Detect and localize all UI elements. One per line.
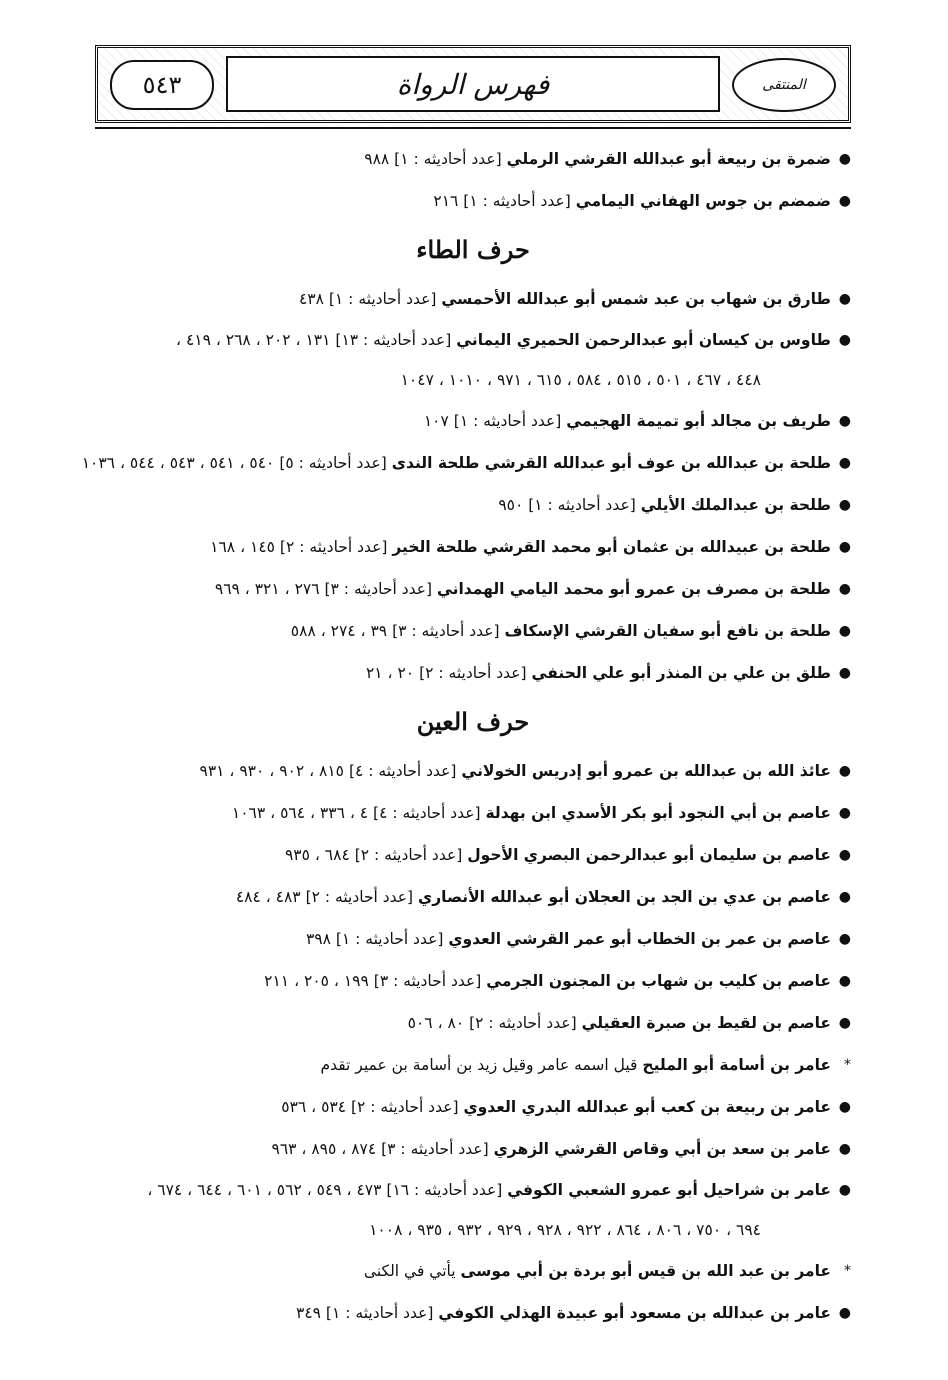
bullet-icon: ● bbox=[838, 1141, 851, 1157]
header-title-frame bbox=[226, 56, 720, 112]
bullet-icon: ● bbox=[838, 151, 851, 167]
bullet-icon: ● bbox=[838, 805, 851, 821]
narrator-name: طريف بن مجالد أبو تميمة الهجيمي bbox=[566, 412, 831, 430]
narrator-entry bbox=[95, 750, 851, 792]
bullet-icon: ● bbox=[838, 1305, 851, 1321]
narrator-name: طارق بن شهاب بن عبد شمس أبو عبدالله الأحمسي bbox=[441, 290, 831, 308]
page-header bbox=[95, 45, 851, 123]
narrator-name: عامر بن أسامة أبو المليح bbox=[642, 1056, 831, 1074]
narrator-name: عاصم بن أبي النجود أبو بكر الأسدي ابن بهدلة bbox=[485, 804, 831, 822]
bullet-icon: ● bbox=[838, 623, 851, 639]
narrator-entry bbox=[95, 960, 851, 1002]
hadith-info: [عدد أحاديثه : ٢] ٥٣٤ ، ٥٣٦ bbox=[281, 1098, 459, 1116]
narrator-name: عامر بن عبدالله بن مسعود أبو عبيدة الهذلي الكوفي bbox=[438, 1304, 831, 1322]
hadith-info: [عدد أحاديثه : ٢] ٢٠ ، ٢١ bbox=[365, 664, 527, 682]
hadith-info: [عدد أحاديثه : ١] ٩٥٠ bbox=[498, 496, 636, 514]
narrator-entry bbox=[95, 1128, 851, 1170]
page-title: فهرس الرواة bbox=[396, 67, 550, 101]
narrator-name: عامر بن عبد الله بن قيس أبو بردة بن أبي موسى bbox=[460, 1262, 831, 1280]
bullet-icon: ● bbox=[838, 539, 851, 555]
narrator-entry bbox=[95, 652, 851, 694]
bullet-icon: ● bbox=[838, 193, 851, 209]
narrator-name: عاصم بن كليب بن شهاب بن المجنون الجرمي bbox=[486, 972, 831, 990]
narrator-entry bbox=[95, 1044, 851, 1086]
narrator-entry bbox=[95, 278, 851, 320]
hadith-info: [عدد أحاديثه : ١] ١٠٧ bbox=[423, 412, 562, 430]
narrator-entry bbox=[95, 1170, 851, 1250]
hadith-info: [عدد أحاديثه : ٤] ٤ ، ٣٣٦ ، ٥٦٤ ، ١٠٦٣ bbox=[231, 804, 481, 822]
narrator-name: طلق بن علي بن المنذر أبو علي الحنفي bbox=[531, 664, 831, 682]
narrator-entry bbox=[95, 484, 851, 526]
bullet-icon: ● bbox=[838, 847, 851, 863]
hadith-info: [عدد أحاديثه : ٤] ٨١٥ ، ٩٠٢ ، ٩٣٠ ، ٩٣١ bbox=[199, 762, 457, 780]
asterisk-icon: * bbox=[844, 1263, 851, 1279]
page-number: ٥٤٣ bbox=[110, 60, 214, 110]
narrator-entry bbox=[95, 1002, 851, 1044]
header-rule bbox=[95, 127, 851, 129]
hadith-info: [عدد أحاديثه : ٢] ٦٨٤ ، ٩٣٥ bbox=[284, 846, 463, 864]
narrator-name: عامر بن سعد بن أبي وقاص القرشي الزهري bbox=[493, 1140, 831, 1158]
bullet-icon: ● bbox=[838, 665, 851, 681]
hadith-info: [عدد أحاديثه : ٢] ٤٨٣ ، ٤٨٤ bbox=[235, 888, 414, 906]
narrator-name: طلحة بن عبدالله بن عوف أبو عبدالله القرشي طلحة الندى bbox=[391, 454, 831, 472]
narrator-entry bbox=[95, 320, 851, 400]
narrator-name: ضمضم بن جوس الهفاني اليمامي bbox=[575, 192, 831, 210]
bullet-icon: ● bbox=[838, 497, 851, 513]
bullet-icon: ● bbox=[838, 455, 851, 471]
bullet-icon: ● bbox=[838, 1182, 851, 1198]
hadith-info: [عدد أحاديثه : ١٣] ١٣١ ، ٢٠٢ ، ٢٦٨ ، ٤١٩ ، bbox=[176, 331, 452, 349]
narrator-entry bbox=[81, 442, 851, 484]
hadith-info: [عدد أحاديثه : ٢] ٨٠ ، ٥٠٦ bbox=[407, 1014, 577, 1032]
bullet-icon: ● bbox=[838, 332, 851, 348]
narrator-entry bbox=[95, 876, 851, 918]
book-logo: المنتقى bbox=[732, 58, 836, 112]
bullet-icon: ● bbox=[838, 1015, 851, 1031]
hadith-info: قيل اسمه عامر وقيل زيد بن أسامة بن عمير تقدم bbox=[320, 1056, 638, 1074]
narrator-name: عاصم بن عدي بن الجد بن العجلان أبو عبدالله الأنصاري bbox=[418, 888, 831, 906]
hadith-info: [عدد أحاديثه : ١] ٤٣٨ bbox=[298, 290, 437, 308]
narrator-entry bbox=[95, 400, 851, 442]
hadith-info: [عدد أحاديثه : ١] ٩٨٨ bbox=[364, 150, 502, 168]
hadith-info: [عدد أحاديثه : ٣] ١٩٩ ، ٢٠٥ ، ٢١١ bbox=[264, 972, 482, 990]
narrator-name: طلحة بن عبدالملك الأيلي bbox=[640, 496, 831, 514]
bullet-icon: ● bbox=[838, 931, 851, 947]
narrator-name: عامر بن شراحيل أبو عمرو الشعبي الكوفي bbox=[507, 1181, 831, 1199]
narrator-entry bbox=[95, 792, 851, 834]
index-list bbox=[81, 138, 851, 1334]
narrator-entry bbox=[95, 180, 851, 222]
narrator-entry bbox=[95, 1086, 851, 1128]
narrator-entry bbox=[95, 526, 851, 568]
narrator-name: ضمرة بن ربيعة أبو عبدالله القرشي الرملي bbox=[506, 150, 831, 168]
hadith-info: يأتي في الكنى bbox=[363, 1262, 456, 1280]
narrator-name: طلحة بن نافع أبو سفيان القرشي الإسكاف bbox=[504, 622, 831, 640]
narrator-name: عاصم بن لقيط بن صبرة العقيلي bbox=[581, 1014, 831, 1032]
bullet-icon: ● bbox=[838, 291, 851, 307]
section-heading: حرف الطاء bbox=[416, 235, 530, 264]
narrator-entry bbox=[95, 834, 851, 876]
hadith-info: [عدد أحاديثه : ٣] ٨٧٤ ، ٨٩٥ ، ٩٦٣ bbox=[271, 1140, 489, 1158]
bullet-icon: ● bbox=[838, 763, 851, 779]
bullet-icon: ● bbox=[838, 1099, 851, 1115]
bullet-icon: ● bbox=[838, 889, 851, 905]
hadith-info: [عدد أحاديثه : ٥] ٥٤٠ ، ٥٤١ ، ٥٤٣ ، ٥٤٤ ، ١٠٣٦ bbox=[81, 454, 387, 472]
narrator-name: عاصم بن عمر بن الخطاب أبو عمر القرشي العدوي bbox=[448, 930, 831, 948]
narrator-name: عائذ الله بن عبدالله بن عمرو أبو إدريس الخولاني bbox=[461, 762, 831, 780]
narrator-name: طاوس بن كيسان أبو عبدالرحمن الحميري اليماني bbox=[456, 331, 831, 349]
asterisk-icon: * bbox=[844, 1057, 851, 1073]
narrator-entry bbox=[95, 1250, 851, 1292]
hadith-numbers-continuation: ٦٩٤ ، ٧٥٠ ، ٨٠٦ ، ٨٦٤ ، ٩٢٢ ، ٩٢٨ ، ٩٢٩ ، ٩٣٢ ، ٩٣٥ ، ١٠٠٨ bbox=[369, 1221, 761, 1239]
section-heading: حرف العين bbox=[416, 707, 530, 736]
hadith-info: [عدد أحاديثه : ١] ٣٩٨ bbox=[305, 930, 444, 948]
narrator-name: عامر بن ربيعة بن كعب أبو عبدالله البدري العدوي bbox=[463, 1098, 831, 1116]
narrator-name: عاصم بن سليمان أبو عبدالرحمن البصري الأحول bbox=[467, 846, 831, 864]
hadith-info: [عدد أحاديثه : ١] ٣٤٩ bbox=[296, 1304, 434, 1322]
hadith-info: [عدد أحاديثه : ١] ٢١٦ bbox=[433, 192, 571, 210]
hadith-info: [عدد أحاديثه : ٣] ٣٩ ، ٢٧٤ ، ٥٨٨ bbox=[290, 622, 500, 640]
narrator-entry bbox=[95, 138, 851, 180]
bullet-icon: ● bbox=[838, 973, 851, 989]
bullet-icon: ● bbox=[838, 413, 851, 429]
hadith-numbers-continuation: ٤٤٨ ، ٤٦٧ ، ٥٠١ ، ٥١٥ ، ٥٨٤ ، ٦١٥ ، ٩٧١ ، ١٠١٠ ، ١٠٤٧ bbox=[400, 371, 761, 389]
narrator-entry bbox=[95, 610, 851, 652]
hadith-info: [عدد أحاديثه : ٣] ٢٧٦ ، ٣٢١ ، ٩٦٩ bbox=[214, 580, 433, 598]
narrator-entry bbox=[95, 918, 851, 960]
hadith-info: [عدد أحاديثه : ٢] ١٤٥ ، ١٦٨ bbox=[210, 538, 388, 556]
narrator-name: طلحة بن عبيدالله بن عثمان أبو محمد القرشي طلحة الخير bbox=[392, 538, 831, 556]
narrator-entry bbox=[95, 568, 851, 610]
narrator-entry bbox=[95, 1292, 851, 1334]
hadith-info: [عدد أحاديثه : ١٦] ٤٧٣ ، ٥٤٩ ، ٥٦٢ ، ٦٠١ ، ٦٤٤ ، ٦٧٤ ، bbox=[147, 1181, 503, 1199]
narrator-name: طلحة بن مصرف بن عمرو أبو محمد اليامي الهمداني bbox=[436, 580, 831, 598]
bullet-icon: ● bbox=[838, 581, 851, 597]
